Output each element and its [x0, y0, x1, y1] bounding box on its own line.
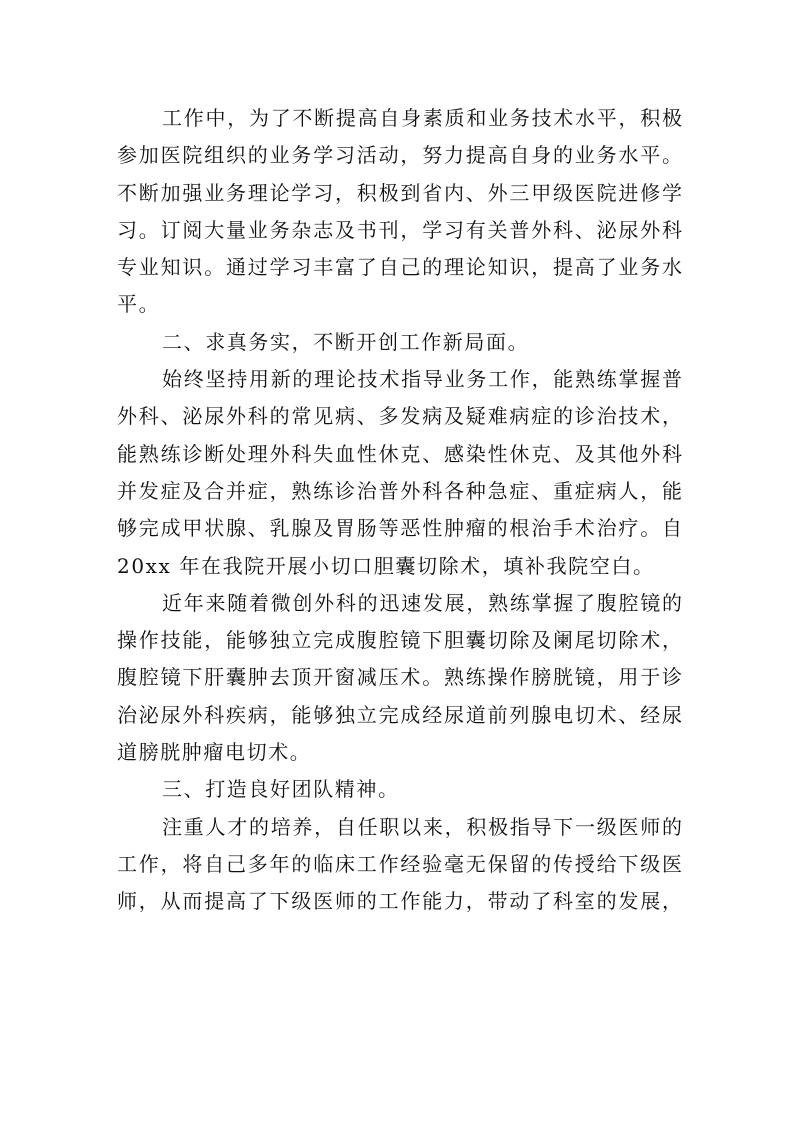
- section-heading: 三、打造良好团队精神。: [162, 777, 400, 802]
- text-line: 20xx 年在我院开展小切口胆囊切除术，填补我院空白。: [117, 553, 655, 578]
- text-line: 注重人才的培养，自任职以来，积极指导下一级医师的: [162, 814, 682, 839]
- text-line: 参加医院组织的业务学习活动，努力提高自身的业务水平。: [117, 143, 682, 168]
- text-line: 工作，将自己多年的临床工作经验毫无保留的传授给下级医: [117, 851, 682, 876]
- section-heading: 二、求真务实，不断开创工作新局面。: [162, 329, 530, 354]
- text-line: 工作中，为了不断提高自身素质和业务技术水平，积极: [162, 106, 682, 130]
- text-line: 能熟练诊断处理外科失血性休克、感染性休克、及其他外科: [117, 441, 682, 466]
- text-line: 治泌尿外科疾病，能够独立完成经尿道前列腺电切术、经尿: [117, 702, 682, 727]
- text-line: 够完成甲状腺、乳腺及胃肠等恶性肿瘤的根治手术治疗。自: [117, 516, 682, 541]
- text-line: 始终坚持用新的理论技术指导业务工作，能熟练掌握普: [162, 367, 682, 392]
- text-line: 平。: [117, 292, 161, 317]
- document-body: [117, 100, 682, 921]
- text-line: 腹腔镜下肝囊肿去顶开窗减压术。熟练操作膀胱镜，用于诊: [117, 665, 682, 690]
- text-line: 道膀胱肿瘤电切术。: [117, 740, 312, 765]
- text-line: 专业知识。通过学习丰富了自己的理论知识，提高了业务水: [117, 255, 682, 280]
- text-line: 近年来随着微创外科的迅速发展，熟练掌握了腹腔镜的: [162, 590, 682, 615]
- text-line: 外科、泌尿外科的常见病、多发病及疑难病症的诊治技术，: [117, 404, 682, 429]
- text-line: 不断加强业务理论学习，积极到省内、外三甲级医院进修学: [117, 180, 682, 205]
- text-line: 操作技能，能够独立完成腹腔镜下胆囊切除及阑尾切除术，: [117, 628, 682, 653]
- text-line: 习。订阅大量业务杂志及书刊，学习有关普外科、泌尿外科: [117, 217, 682, 242]
- text-line: 师，从而提高了下级医师的工作能力，带动了科室的发展，: [117, 889, 682, 914]
- text-line: 并发症及合并症，熟练诊治普外科各种急症、重症病人，能: [117, 478, 682, 503]
